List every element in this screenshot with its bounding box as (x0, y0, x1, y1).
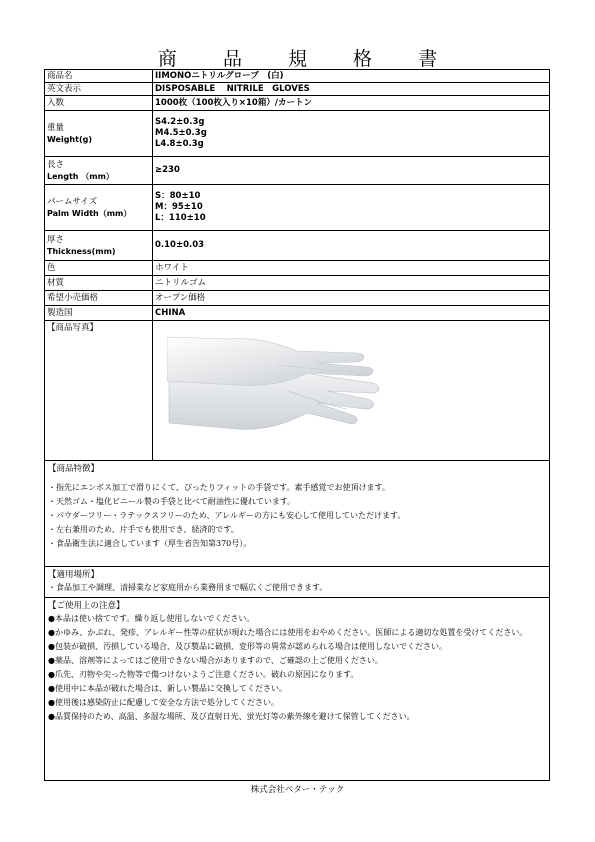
value-palm-width (153, 185, 550, 231)
label-weight-jp: 重量 (47, 122, 65, 133)
usage-item: ・食品加工や調理、清掃業など家庭用から業務用まで幅広くご使用できます。 (48, 583, 328, 592)
row-quantity (45, 96, 550, 111)
caution-item: ●かゆみ、かぶれ、発疹、アレルギー性等の症状が現れた場合には使用をおやめください。医師による適切な処置を受けてください。 (48, 628, 528, 637)
feature-item: ・天然ゴム・塩化ビニール製の手袋と比べて耐油性に優れています。 (48, 497, 296, 506)
palm-l: L：110±10 (155, 213, 206, 223)
label-palm-width-en: Palm Width（mm） (47, 208, 132, 218)
page-title: 商 品 規 格 書 (157, 48, 458, 70)
weight-m: M4.5±0.3g (155, 128, 207, 138)
palm-s: S：80±10 (155, 191, 201, 201)
label-palm-width (45, 185, 153, 231)
label-photo: 【商品写真】 (45, 321, 153, 461)
value-quantity: 1000枚（100枚入り×10箱）/カートン (153, 96, 550, 111)
features-heading: 【商品特徴】 (48, 464, 100, 474)
usage-heading: 【適用場所】 (48, 570, 100, 580)
label-length-en: Length （mm） (47, 171, 114, 181)
row-product-name (45, 70, 550, 83)
label-thickness-en: Thickness(mm) (47, 246, 116, 256)
row-material (45, 276, 550, 291)
row-palm-width (45, 185, 550, 231)
feature-item: ・左右兼用のため、片手でも使用でき、経済的です。 (48, 525, 239, 534)
product-photo (153, 321, 550, 461)
caution-item: ●品質保持のため、高温、多湿な場所、及び直射日光、蛍光灯等の紫外線を避けて保管してください。 (48, 712, 415, 721)
label-color: 色 (45, 261, 153, 276)
label-length (45, 157, 153, 185)
row-origin (45, 306, 550, 321)
label-quantity: 入数 (45, 96, 153, 111)
row-photo (45, 321, 550, 461)
row-features (45, 461, 550, 567)
label-price: 希望小売価格 (45, 291, 153, 306)
value-price: オープン価格 (153, 291, 550, 306)
label-thickness-jp: 厚さ (47, 234, 65, 245)
company-footer: 株式会社ベター・テック (250, 785, 345, 795)
value-weight (153, 111, 550, 157)
row-usage (45, 567, 550, 598)
value-material: ニトリルゴム (153, 276, 550, 291)
value-thickness: 0.10±0.03 (153, 231, 550, 261)
caution-item: ●使用中に本品が破れた場合は、新しい製品に交換してください。 (48, 684, 287, 693)
row-thickness (45, 231, 550, 261)
value-english-name: DISPOSABLE NITRILE GLOVES (153, 83, 550, 96)
row-english-name (45, 83, 550, 96)
caution-item: ●本品は使い捨てです。繰り返し使用しないでください。 (48, 614, 255, 623)
row-cautions (45, 598, 550, 781)
caution-item: ●使用後は感染防止に配慮して安全な方法で処分してください。 (48, 698, 279, 707)
label-weight (45, 111, 153, 157)
caution-item: ●爪先、刃物や尖った物等で傷つけないようご注意ください。破れの原因になります。 (48, 670, 359, 679)
spec-table (44, 69, 550, 781)
value-color: ホワイト (153, 261, 550, 276)
caution-item: ●薬品、溶剤等によってはご使用できない場合がありますので、ご確認の上ご使用ください。 (48, 656, 383, 665)
label-material: 材質 (45, 276, 153, 291)
row-length (45, 157, 550, 185)
cautions-heading: 【ご使用上の注意】 (48, 601, 125, 611)
label-english-name: 英文表示 (45, 83, 153, 96)
label-weight-en: Weight(g) (47, 134, 92, 144)
row-weight (45, 111, 550, 157)
feature-item: ・パウダーフリー・ラテックスフリーのため、アレルギーの方にも安心して使用していただけます。 (48, 511, 406, 520)
value-length: ≥230 (153, 157, 550, 185)
label-palm-width-jp: パームサイズ (47, 196, 98, 207)
row-color (45, 261, 550, 276)
cautions-section (45, 598, 550, 781)
weight-l: L4.8±0.3g (155, 139, 204, 149)
value-product-name: IIMONOニトリルグローブ (白) (153, 70, 550, 83)
feature-item: ・指先にエンボス加工で滑りにくて、ぴったりフィットの手袋です。素手感覚でお使頂けます。 (48, 483, 390, 492)
label-origin: 製造国 (45, 306, 153, 321)
upper-glove-shape (167, 337, 373, 385)
label-length-jp: 長さ (47, 159, 65, 170)
feature-item: ・食品衛生法に適合しています（厚生省告知第370号）。 (48, 539, 252, 548)
palm-m: M：95±10 (155, 202, 203, 212)
caution-item: ●包装が破損、汚損している場合、及び製品に破損、変形等の異常が認められる場合は使用しないでください。 (48, 642, 447, 651)
row-price (45, 291, 550, 306)
usage-section (45, 567, 550, 598)
glove-image (167, 331, 397, 451)
weight-s: S4.2±0.3g (155, 117, 205, 127)
label-thickness (45, 231, 153, 261)
value-origin: CHINA (153, 306, 550, 321)
label-product-name: 商品名 (45, 70, 153, 83)
features-section (45, 461, 550, 567)
